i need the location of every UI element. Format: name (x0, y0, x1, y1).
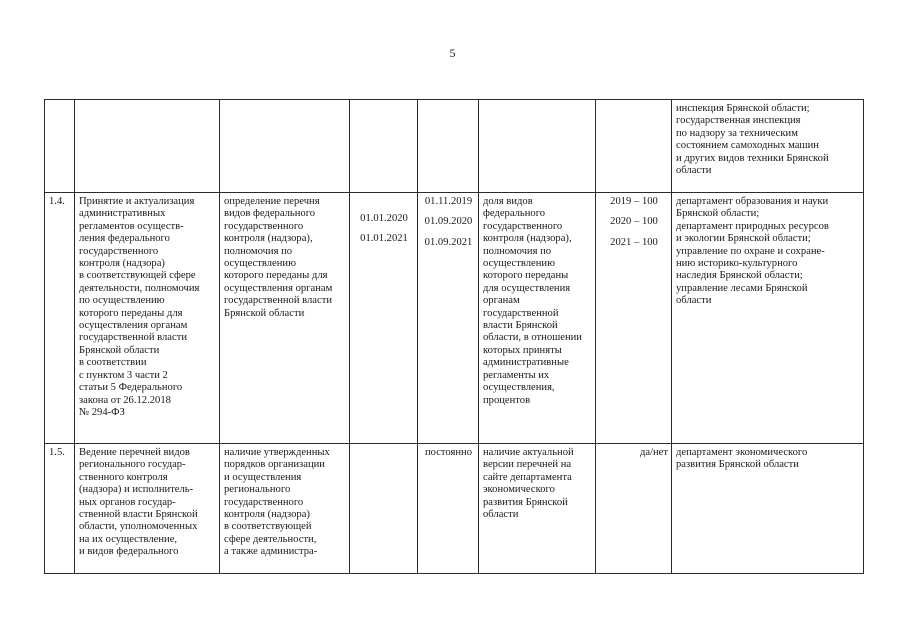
measure-description-line: Брянской области (224, 307, 305, 319)
end-date-line: 01.11.2019 (424, 196, 473, 207)
responsible-line: государственная инспекция (676, 115, 801, 127)
measure-description-line: сфере деятельности, (224, 533, 317, 545)
indicator-line: версии перечней на (483, 459, 572, 471)
measure-name-line: государственного (79, 245, 159, 257)
responsible-line: области (676, 295, 712, 307)
table-row (45, 193, 864, 444)
indicator-line: осуществлению (483, 258, 555, 270)
responsible-line: области (676, 165, 712, 177)
indicator-line: административные (483, 357, 569, 369)
start-date-line: 01.01.2021 (360, 233, 408, 245)
measure-name-line: регламентов осуществ- (79, 220, 184, 232)
measure-description-line: осуществлению (224, 258, 296, 270)
measure-name-line: ственного контроля (79, 471, 168, 483)
row-number (45, 100, 75, 193)
measure-description-line: контроля (надзора), (224, 233, 313, 245)
indicator-line: процентов (483, 394, 531, 406)
measure-description-line: видов федерального (224, 208, 316, 220)
table-row (45, 444, 864, 574)
start-date (350, 444, 418, 574)
end-date-line: 01.09.2021 (424, 236, 473, 248)
indicator-value (596, 100, 672, 193)
measure-name-line: № 294-ФЗ (79, 406, 125, 418)
indicator-line: контроля (надзора), (483, 233, 572, 245)
indicator-line: области, в отношении (483, 332, 582, 344)
row-number: 1.5. (45, 444, 75, 574)
measure-description-line: государственного (224, 496, 304, 508)
end-date (418, 100, 479, 193)
measure-description-line: государственной власти (224, 295, 333, 307)
end-date-line: постоянно (424, 447, 473, 458)
responsible-line: по надзору за техническим (676, 127, 798, 139)
indicator-value-line: 2021 – 100 (610, 236, 658, 248)
indicator (479, 100, 596, 193)
measure-name-line: и видов федерального (79, 546, 179, 558)
measure-name (75, 444, 220, 574)
responsible-line: Брянской области; (676, 208, 760, 220)
indicator-line: федерального (483, 208, 546, 220)
start-date (350, 193, 418, 444)
indicator-line: органам (483, 295, 520, 307)
measure-name-line: ственной власти Брянской (79, 509, 198, 521)
measure-name-line: (надзора) и исполнитель- (79, 484, 194, 496)
responsible-line: департамент образования и науки (676, 196, 829, 207)
measure-name-line: регионального государ- (79, 459, 186, 471)
measure-name-line: ных органов государ- (79, 496, 176, 508)
measure-description-line: государственного (224, 220, 304, 232)
measure-name-line: закона от 26.12.2018 (79, 394, 171, 406)
indicator-line: государственной (483, 307, 559, 319)
measure-description-line: контроля (надзора) (224, 509, 310, 521)
measure-description-line: порядков организации (224, 459, 325, 471)
indicator-value (596, 193, 672, 444)
responsible-line: управление лесами Брянской (676, 282, 808, 294)
measure-name-line: ления федерального (79, 233, 170, 245)
measure-name-line: на их осуществление, (79, 533, 178, 545)
measure-name-line: статьи 5 Федерального (79, 382, 183, 394)
responsible (672, 444, 864, 574)
measure-name-line: Принятие и актуализация (79, 196, 195, 207)
measure-description-line: осуществления органам (224, 282, 333, 294)
table-row (45, 100, 864, 193)
indicator-line: области (483, 509, 519, 521)
measure-name-line: осуществления органам (79, 320, 188, 332)
responsible-line: развития Брянской области (676, 459, 799, 471)
end-date (418, 193, 479, 444)
measure-description-line: которого переданы для (224, 270, 328, 282)
measure-description-line: регионального (224, 484, 291, 496)
start-date-line: 01.01.2020 (360, 213, 408, 224)
responsible-line: нию историко-культурного (676, 258, 798, 270)
indicator-value-line: да/нет (639, 447, 668, 458)
measure-description-line: наличие утвержденных (224, 447, 330, 458)
measure-name-line: государственной власти (79, 332, 188, 344)
measure-name-line: в соответствующей сфере (79, 270, 196, 282)
indicator-line: власти Брянской (483, 320, 558, 332)
measures-table (44, 99, 864, 574)
indicator-line: регламенты их (483, 369, 550, 381)
indicator-line: для осуществления (483, 282, 571, 294)
measure-description-line: полномочия по (224, 245, 293, 257)
responsible-line: и других видов техники Брянской (676, 152, 829, 164)
responsible-line: департамент экономического (676, 447, 808, 458)
responsible-line: управление по охране и сохране- (676, 245, 825, 257)
indicator-line: сайте департамента (483, 471, 572, 483)
measure-name-line: деятельности, полномочия (79, 282, 200, 294)
measure-name-line: административных (79, 208, 166, 220)
measure-name-line: по осуществлению (79, 295, 165, 307)
responsible-line: наследия Брянской области; (676, 270, 803, 282)
indicator-line: полномочия по (483, 245, 552, 257)
responsible (672, 193, 864, 444)
measure-description (220, 100, 350, 193)
indicator-value (596, 444, 672, 574)
measure-description-line: в соответствующей (224, 521, 312, 533)
responsible-line: департамент природных ресурсов (676, 220, 829, 232)
indicator-line: осуществления, (483, 382, 555, 394)
measure-name-line: контроля (надзора) (79, 258, 165, 270)
measure-name-line: в соответствии (79, 357, 147, 369)
start-date (350, 100, 418, 193)
indicator-value-line: 2020 – 100 (610, 216, 658, 228)
measure-name-line: Ведение перечней видов (79, 447, 190, 458)
measure-description-line: а также администра- (224, 546, 318, 558)
indicator-line: которого переданы (483, 270, 569, 282)
measure-name (75, 193, 220, 444)
measure-name-line: области, уполномоченных (79, 521, 198, 533)
indicator-value-line: 2019 – 100 (610, 196, 658, 207)
indicator (479, 444, 596, 574)
measure-name-line: которого переданы для (79, 307, 183, 319)
measure-description-line: и осуществления (224, 471, 302, 483)
measure-description (220, 193, 350, 444)
measure-name-line: Брянской области (79, 344, 160, 356)
indicator-line: экономического (483, 484, 555, 496)
responsible-line: инспекция Брянской области; (676, 103, 810, 114)
indicator-line: развития Брянской (483, 496, 568, 508)
page-number: 5 (449, 46, 456, 60)
indicator-line: наличие актуальной (483, 447, 574, 458)
measure-description (220, 444, 350, 574)
responsible (672, 100, 864, 193)
measure-name-line: с пунктом 3 части 2 (79, 369, 168, 381)
measure-description-line: определение перечня (224, 196, 320, 207)
indicator (479, 193, 596, 444)
responsible-line: и экологии Брянской области; (676, 233, 811, 245)
indicator-line: доля видов (483, 196, 533, 207)
responsible-line: состоянием самоходных машин (676, 140, 819, 152)
row-number: 1.4. (45, 193, 75, 444)
measure-name (75, 100, 220, 193)
indicator-line: государственного (483, 220, 563, 232)
end-date-line: 01.09.2020 (424, 216, 473, 228)
indicator-line: которых приняты (483, 344, 562, 356)
end-date (418, 444, 479, 574)
